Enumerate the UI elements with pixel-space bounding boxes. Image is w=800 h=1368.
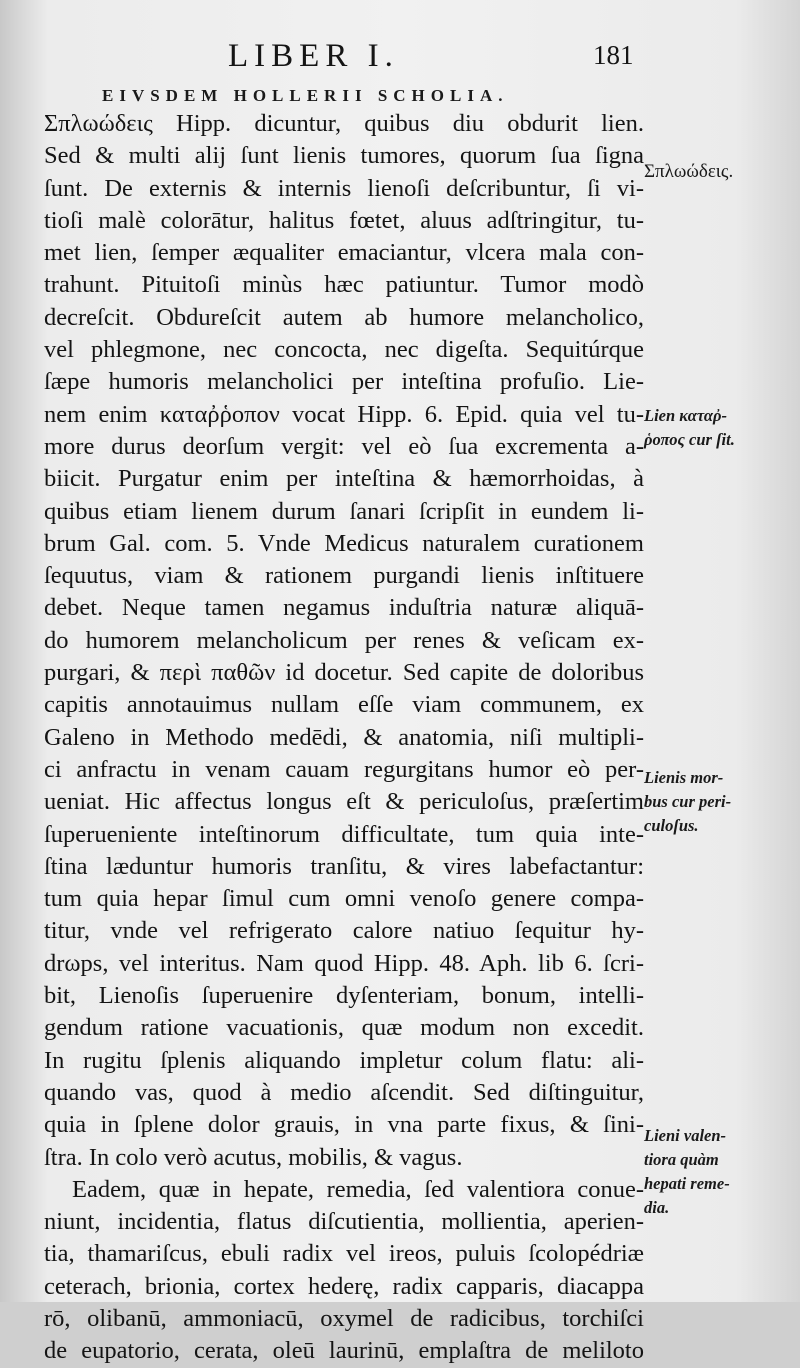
text-line: quando vas, quod à medio aſcendit. Sed diſtinguitur, xyxy=(44,1078,644,1106)
text-line: In rugitu ſplenis aliquando impletur colum flatu: ali- xyxy=(44,1046,644,1074)
text-line: ſæpe humoris melancholici per inteſtina profuſio. Lie- xyxy=(44,368,644,396)
text-line: trahunt. Pituitoſi minùs hæc patiuntur. Tumor modò xyxy=(44,271,644,299)
text-line: biicit. Purgatur enim per inteſtina & hæmorrhoidas, à xyxy=(44,465,644,493)
text-line: rō, olibanū, ammoniacū, oxymel de radicibus, torchiſci xyxy=(44,1304,644,1332)
running-head: LIBER I. xyxy=(228,38,399,74)
section-heading: EIVSDEM HOLLERII SCHOLIA. xyxy=(102,86,509,105)
text-line: ci anfractu in venam cauam regurgitans humor eò per- xyxy=(44,755,644,783)
text-line: gendum ratione vacuationis, quæ modum non excedit. xyxy=(44,1014,644,1042)
page-header xyxy=(0,38,800,78)
text-line: debet. Neque tamen negamus induſtria naturæ aliquā- xyxy=(44,594,644,622)
text-line: tioſi malè colorātur, halitus fœtet, aluus adſtringitur, tu- xyxy=(44,206,644,234)
margin-note-lien-katarrhopos xyxy=(644,404,794,452)
margin-note-lieni-remedia xyxy=(644,1124,794,1220)
text-line: drωps, vel interitus. Nam quod Hipp. 48. Aph. lib 6. ſcri- xyxy=(44,949,644,977)
text-line: met lien, ſemper æqualiter emaciantur, vlcera mala con- xyxy=(44,239,644,267)
body-text xyxy=(44,108,644,1368)
text-line: ſequutus, viam & rationem purgandi lienis inſtituere xyxy=(44,562,644,590)
text-line: ſunt. De externis & internis lienoſi deſcribuntur, ſi vi- xyxy=(44,174,644,202)
margin-note-line: Lienis mor- xyxy=(644,768,724,787)
margin-note-line: culoſus. xyxy=(644,816,699,835)
text-line: ueniat. Hic affectus longus eſt & periculoſus, præſertim xyxy=(44,788,644,816)
text-line: capitis annotauimus nullam eſſe viam communem, ex xyxy=(44,691,644,719)
text-line: de eupatorio, cerata, oleū laurinū, emplaſtra de meliloto xyxy=(44,1337,644,1365)
text-line: ceterach, brionia, cortex hederę, radix capparis, diacappa xyxy=(44,1272,644,1300)
text-line: titur, vnde vel refrigerato calore natiuo ſequitur hy- xyxy=(44,917,644,945)
text-line: purgari, & περὶ παθῶν id docetur. Sed capite de doloribus xyxy=(44,659,644,687)
text-line: bit, Lienoſis ſuperuenire dyſenteriam, bonum, intelli- xyxy=(44,982,644,1010)
text-line: brum Gal. com. 5. Vnde Medicus naturalem curationem xyxy=(44,529,644,557)
text-line: niunt, incidentia, flatus diſcutientia, mollientia, aperien- xyxy=(44,1208,644,1236)
text-line: decreſcit. Obdureſcit autem ab humore melancholico, xyxy=(44,303,644,331)
text-line: ſtina læduntur humoris tranſitu, & vires labefactantur: xyxy=(44,852,644,880)
margin-note-line: dia. xyxy=(644,1198,670,1217)
text-line: Σπλωώδεις Hipp. dicuntur, quibus diu obdurit lien. xyxy=(44,110,644,137)
margin-note-line: hepati reme- xyxy=(644,1174,730,1193)
text-line: do humorem melancholicum per renes & veſicam ex- xyxy=(44,626,644,654)
text-line: quibus etiam lienem durum ſanari ſcripſit in eundem li- xyxy=(44,497,644,525)
text-line: nem enim καταῤῥοπον vocat Hipp. 6. Epid. quia vel tu- xyxy=(44,400,644,428)
text-line: tum quia hepar ſimul cum omni venoſo genere compa- xyxy=(44,885,644,913)
text-line: ſtra. In colo verò acutus, mobilis, & vagus. xyxy=(44,1143,463,1171)
margin-note-line: tiora quàm xyxy=(644,1150,719,1169)
margin-note-splenodes xyxy=(644,160,794,184)
text-line: Eadem, quæ in hepate, remedia, ſed valentiora conue- xyxy=(72,1175,644,1203)
text-line: vel phlegmone, nec concocta, nec digeſta. Sequitúrque xyxy=(44,336,644,364)
text-line: tia, thamariſcus, ebuli radix vel ireos, puluis ſcolopédriæ xyxy=(44,1240,644,1268)
margin-note-line: Σπλωώδεις. xyxy=(644,161,734,182)
page-number: 181 xyxy=(593,40,634,70)
margin-note-line: Lieni valen- xyxy=(644,1126,727,1145)
text-line: Galeno in Methodo medēdi, & anatomia, niſi multipli- xyxy=(44,723,644,751)
text-line: Sed & multi alij ſunt lienis tumores, quorum ſua ſigna xyxy=(44,142,644,170)
margin-note-line: ῥοπος cur ſit. xyxy=(644,430,735,449)
text-line: ſuperueniente inteſtinorum difficultate, tum quia inte- xyxy=(44,820,644,848)
text-line: quia in ſplene dolor grauis, in vna parte fixus, & ſini- xyxy=(44,1111,644,1139)
margin-note-lienis-morbus xyxy=(644,766,794,838)
text-line: more durus deorſum vergit: vel eò ſua excrementa a- xyxy=(44,432,644,460)
margin-note-line: Lien καταῤ- xyxy=(644,406,728,425)
margin-note-line: bus cur peri- xyxy=(644,792,732,811)
